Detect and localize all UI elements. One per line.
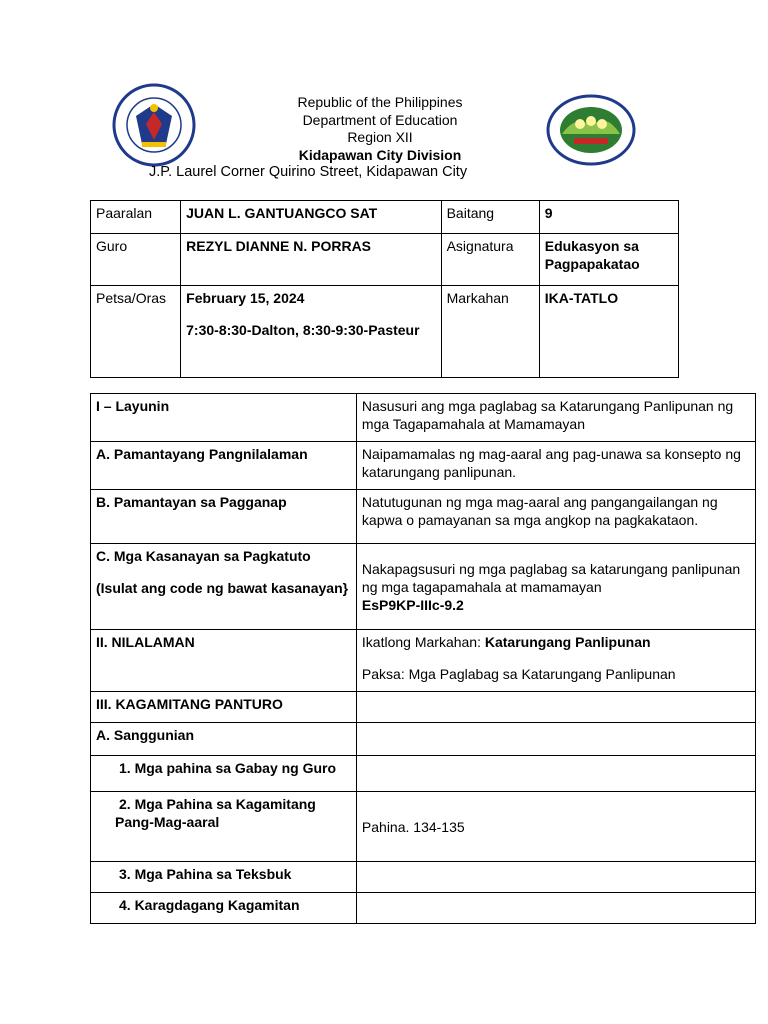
ref-additional-label: 4. Karagdagang Kagamitan [91, 893, 357, 924]
table-row [91, 201, 679, 234]
address-line: J.P. Laurel Corner Quirino Street, Kidapawan City [149, 164, 468, 180]
ref-teacher-guide-value [356, 756, 755, 792]
content-standard-label: A. Pamantayang Pangnilalaman [91, 442, 357, 490]
content-value-cell [356, 630, 755, 692]
ref-additional-value [356, 893, 755, 924]
objectives-label: I – Layunin [91, 394, 357, 442]
performance-standard-label: B. Pamantayan sa Pagganap [91, 490, 357, 544]
table-row [91, 394, 756, 442]
competency-value-cell [356, 544, 755, 630]
date-cell [181, 286, 441, 378]
teacher-label: Guro [91, 234, 181, 286]
table-row [91, 893, 756, 924]
subject-label: Asignatura [441, 234, 539, 286]
competency-value: Nakapagsusuri ng mga paglabag sa katarungang panlipunan ng mga tagapamahala at mamamayan [361, 561, 741, 595]
competency-note: (Isulat ang code ng bawat kasanayan} [96, 580, 349, 596]
ref-teacher-guide-label: 1. Mga pahina sa Gabay ng Guro [91, 756, 357, 792]
date-value: February 15, 2024 [186, 290, 305, 306]
table-row [91, 490, 756, 544]
table-row [91, 862, 756, 893]
department-line: Department of Education [302, 111, 458, 128]
school-label: Paaralan [91, 201, 181, 234]
teacher-value: REZYL DIANNE N. PORRAS [181, 234, 441, 286]
competency-cell [91, 544, 357, 630]
objectives-value: Nasusuri ang mga paglabag sa Katarungang Panlipunan ng mga Tagapamahala at Mamamayan [356, 394, 755, 442]
ref-textbook-value [356, 862, 755, 893]
grade-value: 9 [539, 201, 678, 234]
competency-code: EsP9KP-IIIc-9.2 [361, 597, 464, 613]
ref-textbook-label: 3. Mga Pahina sa Teksbuk [91, 862, 357, 893]
school-value: JUAN L. GANTUANGCO SAT [181, 201, 441, 234]
letterhead [0, 80, 768, 184]
republic-line: Republic of the Philippines [297, 94, 463, 110]
quarter-label: Markahan [441, 286, 539, 378]
ref-learner-material-value: Pahina. 134-135 [356, 792, 755, 862]
table-row [91, 234, 679, 286]
ref-learner-material-label: 2. Mga Pahina sa Kagamitang [119, 796, 316, 812]
grade-label: Baitang [441, 201, 539, 234]
table-row [91, 692, 756, 723]
table-row [91, 286, 679, 378]
quarter-value: IKA-TATLO [539, 286, 678, 378]
date-label: Petsa/Oras [91, 286, 181, 378]
quarter-prefix: Ikatlong Markahan: [361, 634, 485, 650]
materials-label: III. KAGAMITANG PANTURO [91, 692, 357, 723]
quarter-topic: Katarungang Panlipunan [484, 634, 651, 650]
info-table [90, 200, 679, 378]
references-value [356, 723, 755, 756]
content-standard-value: Naipamamalas ng mag-aaral ang pag-unawa sa konsepto ng katarungang panlipunan. [356, 442, 755, 490]
table-row [91, 756, 756, 792]
performance-standard-value: Natutugunan ng mga mag-aaral ang pangangailangan ng kapwa o pamayanan sa mga angkop na pagkakataon. [356, 490, 755, 544]
references-label: A. Sanggunian [91, 723, 357, 756]
division-line: Kidapawan City Division [298, 146, 462, 163]
region-line: Region XII [347, 129, 413, 145]
table-row [91, 544, 756, 630]
competency-label: C. Mga Kasanayan sa Pagkatuto [96, 548, 311, 564]
ref-learner-material-cell [91, 792, 357, 862]
topic-value: Paksa: Mga Paglabag sa Katarungang Panlipunan [361, 666, 676, 682]
lesson-plan-table [90, 393, 756, 924]
materials-value [356, 692, 755, 723]
table-row [91, 442, 756, 490]
subject-value: Edukasyon sa Pagpapakatao [539, 234, 678, 286]
table-row [91, 792, 756, 862]
table-row [91, 723, 756, 756]
time-value: 7:30-8:30-Dalton, 8:30-9:30-Pasteur [186, 322, 420, 338]
table-row [91, 630, 756, 692]
ref-learner-material-label-2: Pang-Mag-aaral [115, 814, 220, 830]
content-label: II. NILALAMAN [91, 630, 357, 692]
